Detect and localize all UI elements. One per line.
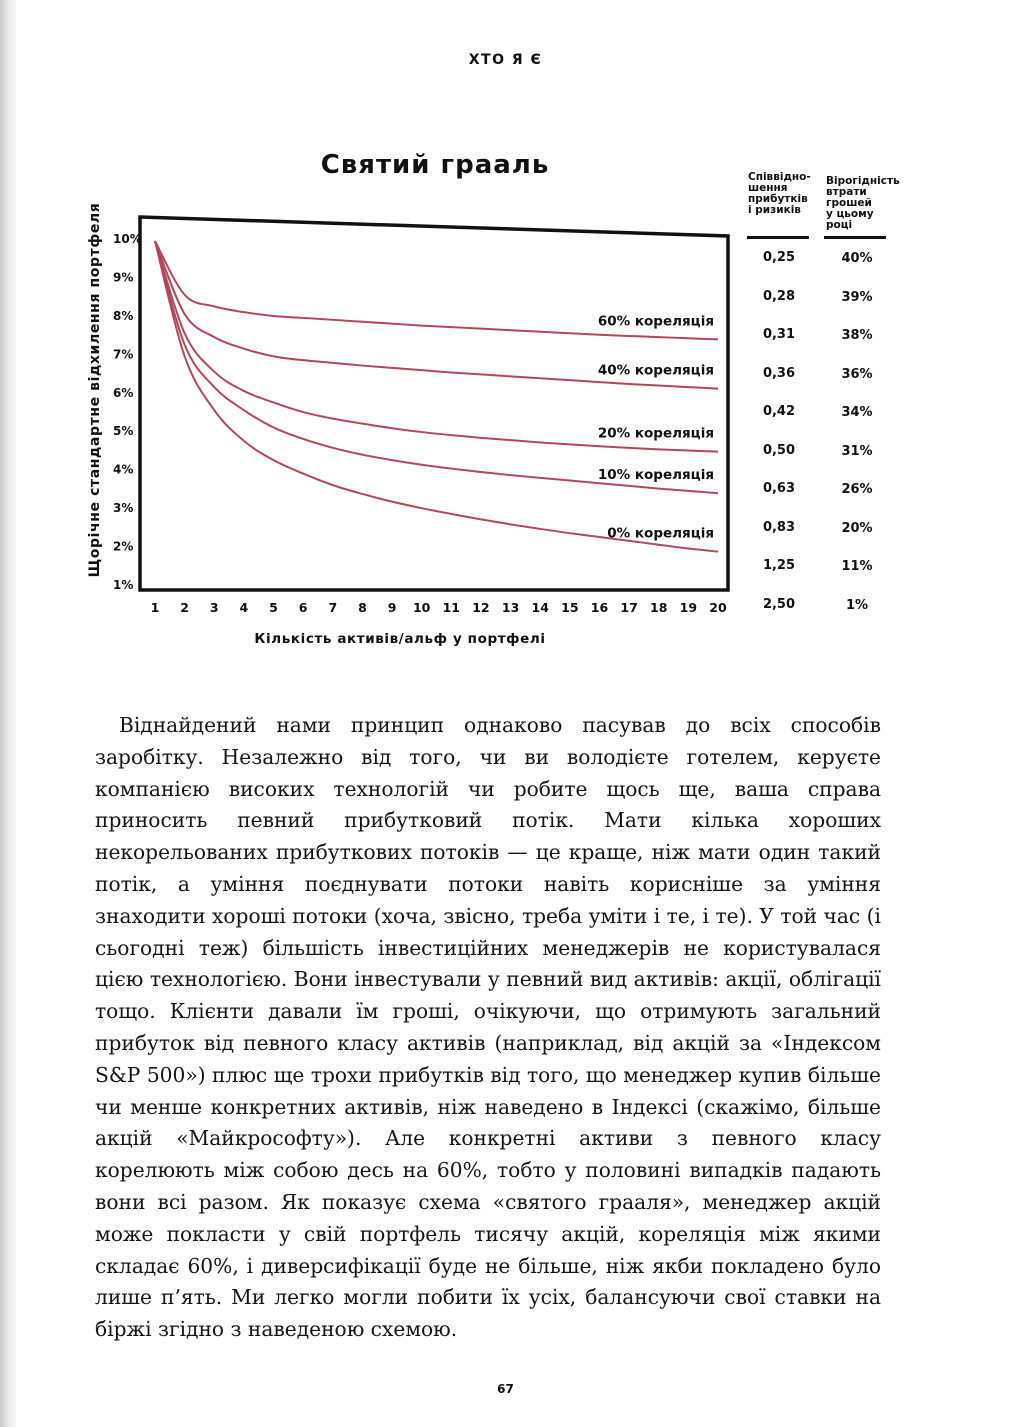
ratio-cell: 0,25 [762, 250, 796, 265]
ratio-column-header [748, 172, 818, 216]
x-tick-label: 14 [531, 600, 549, 615]
series-label: 10% кореляція [597, 467, 714, 484]
x-axis-label: Кількість активів/альф у портфелі [254, 631, 546, 647]
ratio-column-header-text: Співвідно- шення прибутків і ризиків [748, 171, 811, 216]
ratio-cell: 2,50 [762, 596, 796, 612]
probability-cell: 39% [841, 289, 873, 305]
y-tick-label: 2% [113, 539, 134, 554]
x-tick-label: 20 [709, 600, 727, 615]
ratio-cell: 0,36 [762, 365, 796, 381]
ratio-cell: 0,42 [762, 404, 796, 419]
body-paragraph: Віднайдений нами принцип однаково пасував до всіх способів заробітку. Незалежно від того, чи ви володієте готелем, керуєте компанією високих технологій чи робите щось ще, ваша справа приносить певний прибутковий потік. Мати кілька хороших некорельованих прибуткових потоків — це краще, ніж мати один такий потік, а уміння поєднувати потоки навіть корисніше за уміння знаходити хороші потоки (хоча, звісно, треба уміти і те, і те). У той час (і сьогодні теж) більшість інвестиційних менеджерів не користувалася цією технологією. Вони інвестували у певний вид активів: акції, облігації тощо. Клієнти давали їм гроші, очікуючи, що отримують загальний прибуток від певного класу активів (наприклад, від акцій за «Індексом S&P 500») плюс ще трохи прибутків від того, що менеджер купив більше чи менше конкретних активів, ніж наведено в Індексі (скажімо, більше акцій «Майкрософту»). Але конкретні активи з певного класу корелюють між собою десь на 60%, тобто у половині випадків падають вони всі разом. Як показує схема «святого грааля», менеджер акцій може покласти у свій портфель тисячу акцій, кореляція між якими складає 60%, і диверсифікації буде не більше, ніж якби покладено було лише п’ять. Ми легко могли побити їх усіх, балансуючи свої ставки на біржі згідно з наведеною схемою. [95, 713, 881, 1342]
probability-column-rule [824, 236, 886, 239]
x-tick-label: 7 [328, 600, 338, 615]
series-label: 20% кореляція [597, 425, 714, 442]
x-tick-label: 3 [209, 600, 219, 615]
probability-cell: 11% [841, 559, 873, 574]
y-tick-label: 9% [113, 270, 134, 285]
ratio-cell: 0,50 [762, 442, 796, 458]
probability-cell: 31% [841, 443, 873, 459]
x-tick-label: 5 [269, 600, 278, 615]
page-number: 67 [497, 1382, 514, 1396]
x-tick-label: 15 [561, 600, 579, 615]
ratio-column-rule [747, 236, 809, 239]
probability-cell: 38% [841, 328, 873, 343]
probability-column-header-text: Вірогідність втрати грошей у цьому році [826, 175, 900, 231]
x-tick-label: 18 [650, 600, 668, 615]
probability-cell: 20% [841, 520, 873, 536]
series-label: 60% кореляція [597, 313, 714, 330]
y-tick-label: 6% [113, 385, 134, 400]
y-tick-label: 5% [113, 424, 134, 439]
ratio-cell: 0,83 [762, 519, 796, 535]
probability-column-header [826, 176, 901, 231]
ratio-cell: 0,28 [762, 288, 796, 304]
y-tick-label: 4% [113, 462, 134, 477]
ratio-cell: 0,63 [762, 481, 796, 496]
x-tick-label: 4 [239, 600, 249, 615]
x-tick-label: 2 [180, 600, 189, 615]
ratio-cell: 1,25 [762, 558, 796, 573]
series-line-4 [155, 241, 718, 552]
y-tick-label: 7% [113, 347, 134, 362]
x-tick-label: 10 [412, 600, 431, 615]
probability-cell: 1% [845, 597, 869, 613]
x-tick-label: 11 [442, 600, 461, 615]
y-tick-label: 8% [113, 308, 134, 323]
y-tick-label: 10% [113, 232, 142, 246]
x-tick-label: 13 [501, 600, 520, 615]
series-label: 0% кореляція [607, 525, 714, 542]
ratio-cell: 0,31 [762, 327, 796, 342]
x-tick-label: 9 [387, 600, 397, 615]
y-axis-label: Щорічне стандартне відхилення портфеля [87, 202, 103, 578]
x-tick-label: 19 [679, 600, 698, 615]
body-text [95, 710, 881, 1346]
x-tick-label: 1 [150, 600, 160, 615]
probability-cell: 40% [841, 251, 873, 266]
series-label: 40% кореляція [597, 362, 714, 379]
probability-cell: 34% [841, 405, 873, 420]
x-tick-label: 6 [298, 600, 308, 615]
y-tick-label: 3% [113, 501, 134, 516]
running-head: ХТО Я Є [468, 52, 543, 68]
y-tick-label: 1% [113, 578, 134, 592]
x-tick-label: 8 [358, 600, 367, 615]
probability-cell: 26% [841, 482, 873, 497]
x-tick-label: 16 [590, 600, 609, 615]
x-tick-label: 12 [472, 600, 490, 615]
x-tick-label: 17 [620, 600, 638, 615]
probability-cell: 36% [841, 366, 873, 382]
chart-title: Святий грааль [320, 150, 550, 180]
